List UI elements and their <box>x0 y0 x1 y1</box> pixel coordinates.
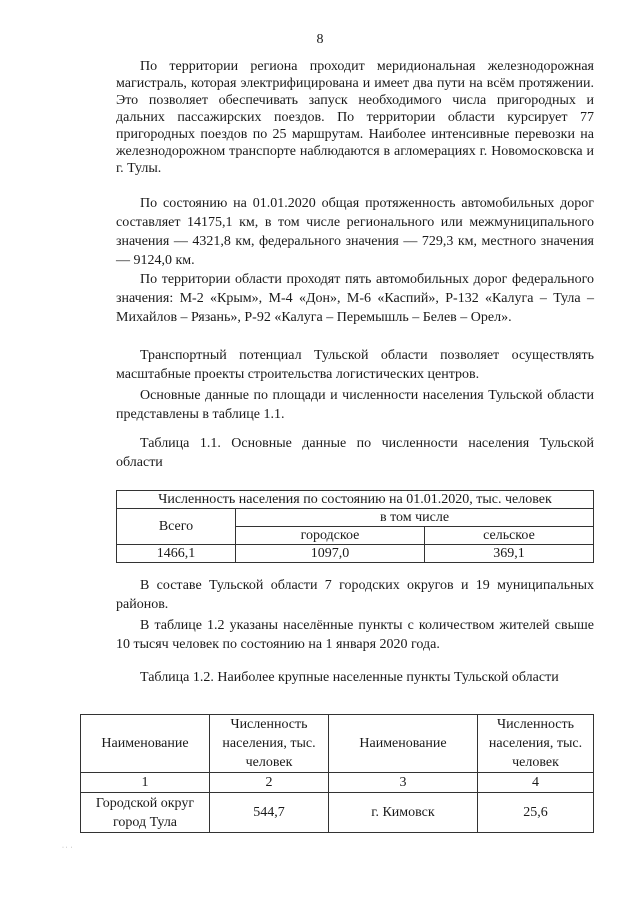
table2-header-name-1: Наименование <box>81 715 210 773</box>
table2-col-number: 4 <box>478 773 594 793</box>
table1-urban-value: 1097,0 <box>236 545 425 563</box>
paragraph-table-reference: Основные данные по площади и численности населения Тульской области представлены в таблице 1.1. <box>116 388 594 422</box>
table2-header-population-2: Численность населения, тыс. человек <box>478 715 594 773</box>
table2-cell-population: 544,7 <box>210 793 329 833</box>
table2-cell-name: Городской округ город Тула <box>81 793 210 833</box>
paragraph-railway: По территории региона проходит меридиональная железнодорожная магистраль, которая электрифицирована и имеет два пути на всём протяжении. Это позволяет обеспечивать запуск необходимого числа пригородных и дальних пассажирских поездов. По территории области курсирует 77 пригородных поездов по 25 маршрутам. Наиболее интенсивные перевозки на железнодорожном транспорте наблюдаются в агломерациях г. Новомосковска и г. Тулы. <box>116 59 594 176</box>
table1-total-value: 1466,1 <box>117 545 236 563</box>
population-table <box>116 490 594 563</box>
paragraph-settlements: В таблице 1.2 указаны населённые пункты с количеством жителей свыше 10 тысяч человек по состоянию на 1 января 2020 года. <box>116 618 594 652</box>
table2-header-name-2: Наименование <box>329 715 478 773</box>
table2-cell-name: г. Кимовск <box>329 793 478 833</box>
scan-specks: · · · <box>62 845 73 851</box>
page-number: 8 <box>316 32 324 47</box>
table1-rural-label: сельское <box>424 527 593 545</box>
settlements-table <box>80 714 594 833</box>
table2-col-number: 2 <box>210 773 329 793</box>
paragraph-federal-roads: По территории области проходят пять автомобильных дорог федерального значения: М-2 «Крым», М-4 «Дон», М-6 «Каспий», Р-132 «Калуга – Тула – Михайлов – Рязань», Р-92 «Калуга – Перемышль – Белев – Орел». <box>116 272 594 325</box>
table1-total-label: Всего <box>117 509 236 545</box>
table1-caption: Таблица 1.1. Основные данные по численности населения Тульской области <box>116 436 594 470</box>
table1-urban-label: городское <box>236 527 425 545</box>
paragraph-districts: В составе Тульской области 7 городских округов и 19 муниципальных районов. <box>116 578 594 612</box>
paragraph-roads-length: По состоянию на 01.01.2020 общая протяженность автомобильных дорог составляет 14175,1 км, в том числе регионального или межмуниципального значения — 4321,8 км, федерального значения — 729,3 км, местного значения — 9124,0 км. <box>116 196 594 268</box>
table2-cell-population: 25,6 <box>478 793 594 833</box>
table-row <box>81 793 594 833</box>
paragraph-transport-potential: Транспортный потенциал Тульской области позволяет осуществлять масштабные проекты строительства логистических центров. <box>116 348 594 382</box>
table1-including-label: в том числе <box>236 509 594 527</box>
table2-col-number: 1 <box>81 773 210 793</box>
table2-col-number: 3 <box>329 773 478 793</box>
table2-caption: Таблица 1.2. Наиболее крупные населенные пункты Тульской области <box>140 670 559 685</box>
table2-header-population-1: Численность населения, тыс. человек <box>210 715 329 773</box>
table1-header-top: Численность населения по состоянию на 01.01.2020, тыс. человек <box>117 491 594 509</box>
table1-rural-value: 369,1 <box>424 545 593 563</box>
